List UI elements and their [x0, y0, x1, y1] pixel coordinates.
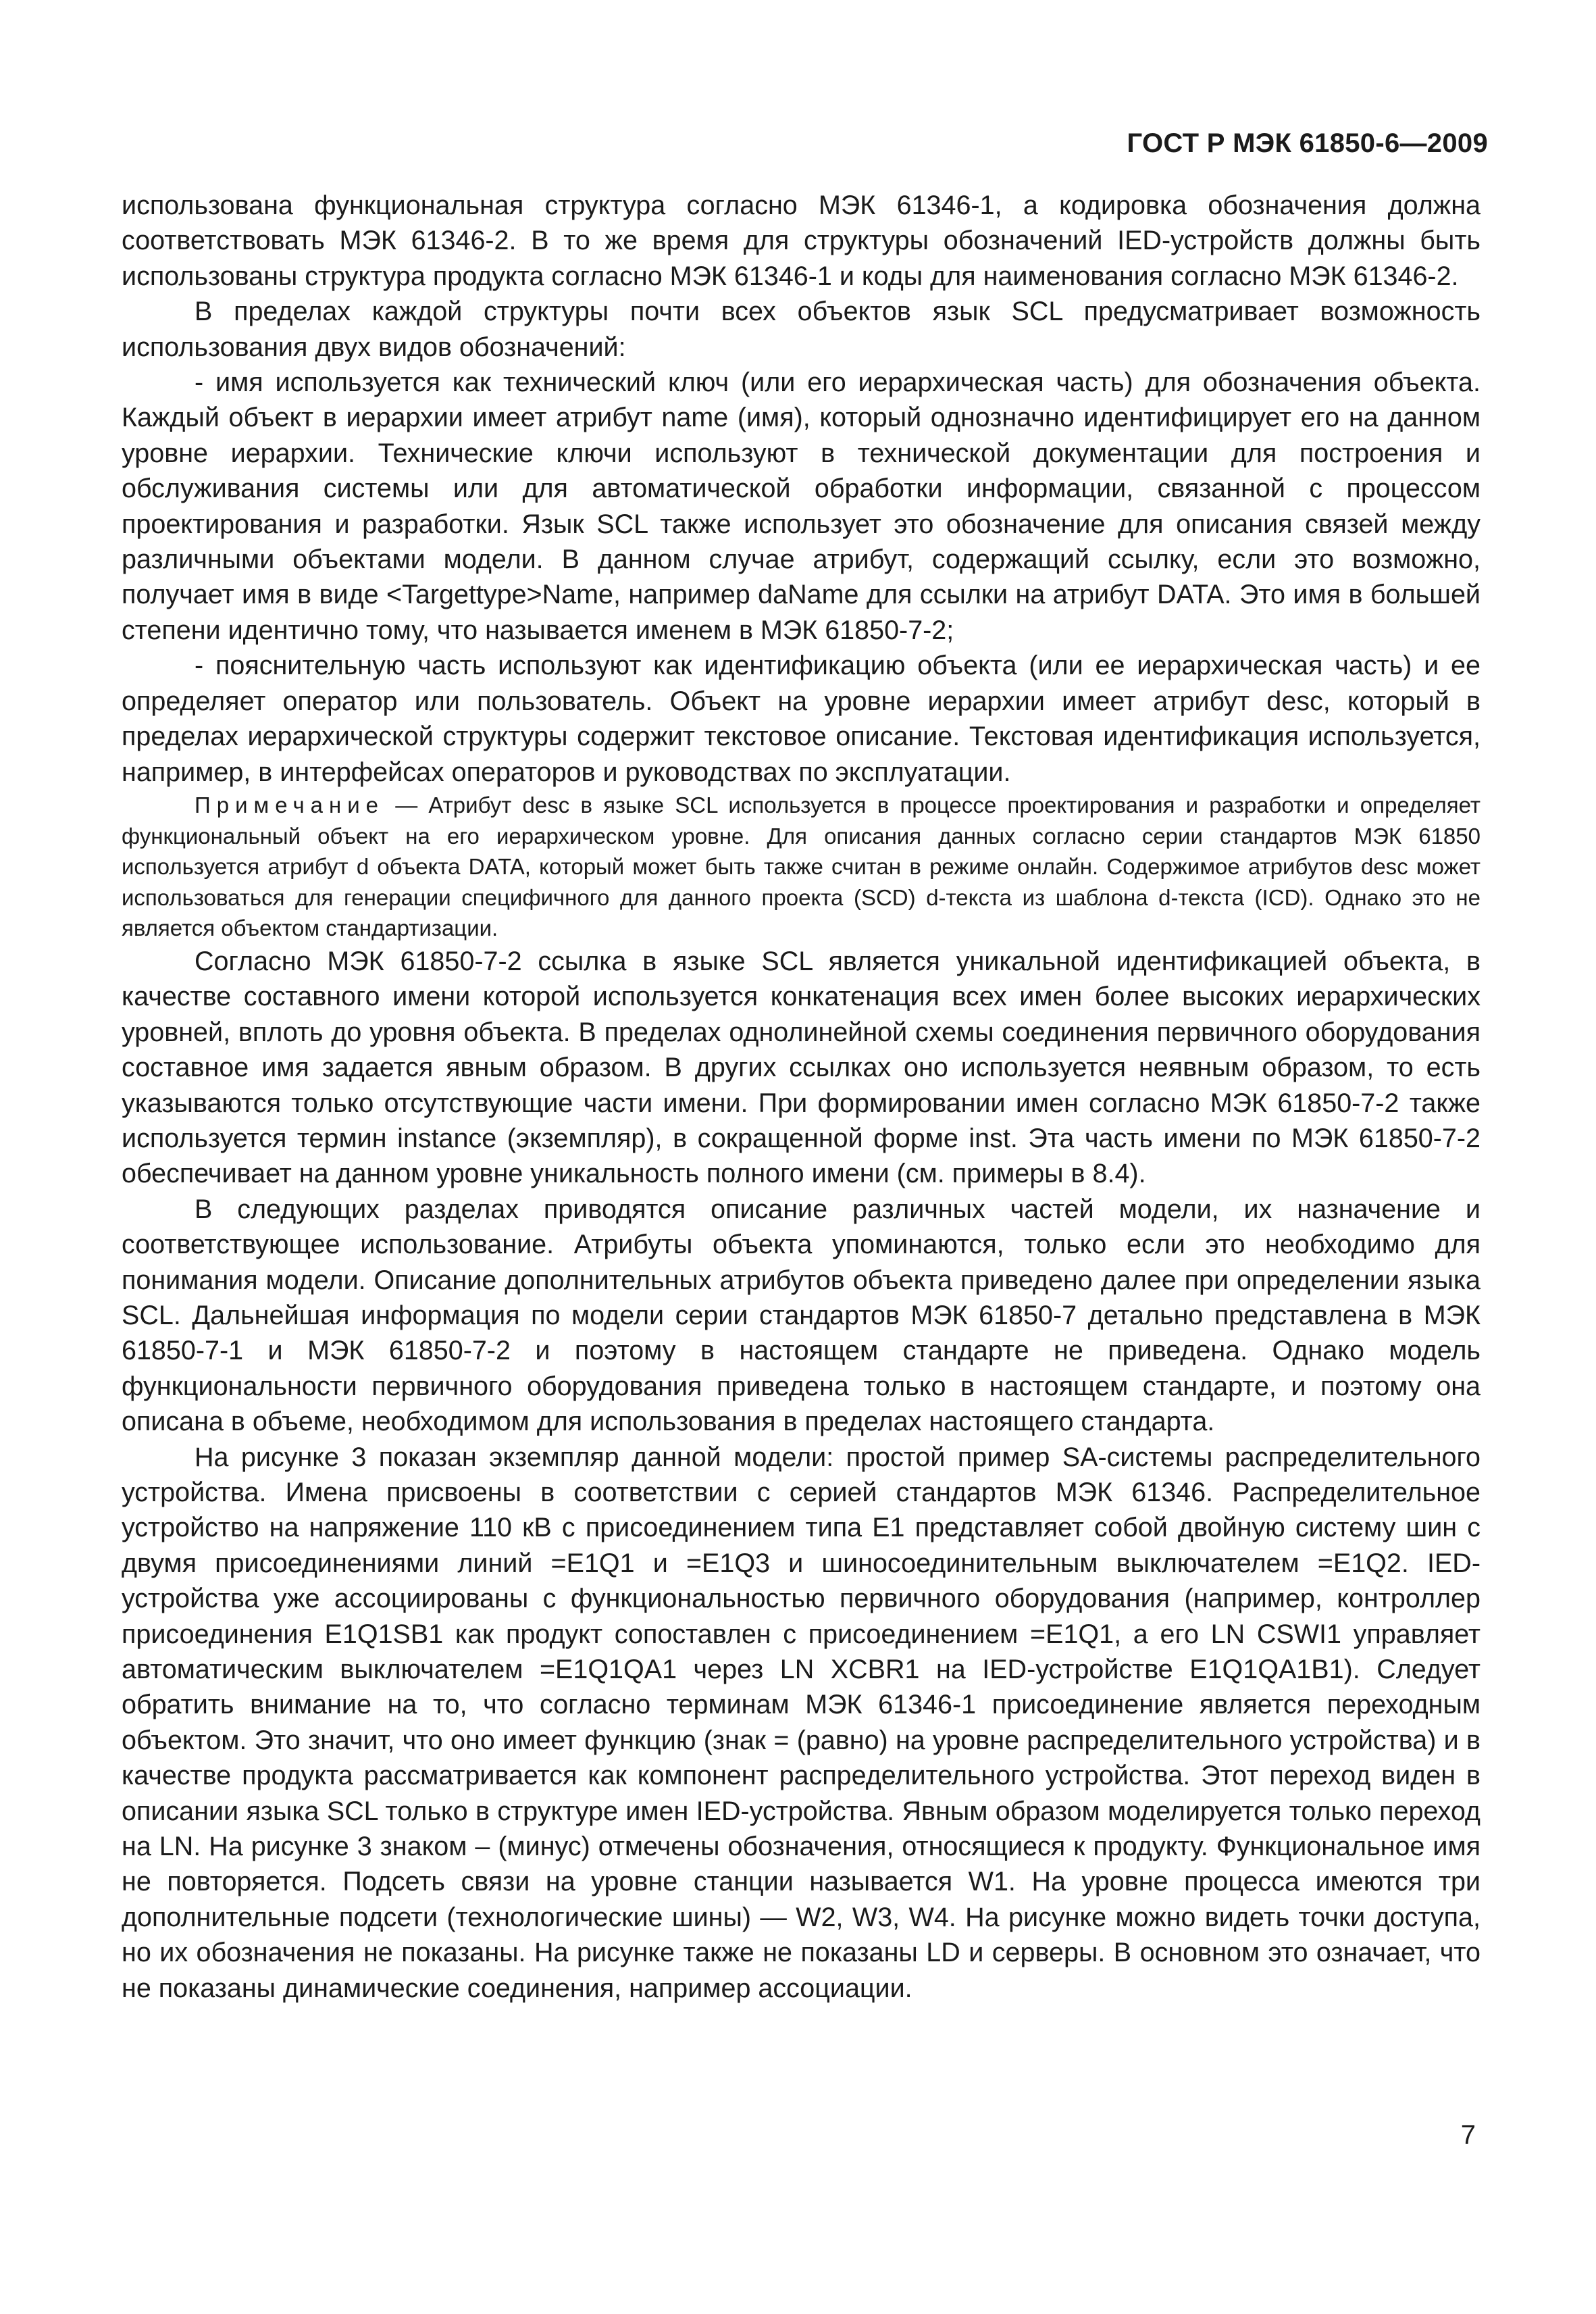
standard-header: ГОСТ Р МЭК 61850-6—2009: [1127, 128, 1488, 158]
document-body: [122, 188, 1481, 2006]
paragraph-1: использована функциональная структура согласно МЭК 61346-1, а кодировка обозначения должна соответствовать МЭК 61346-2. В то же время для структуры обозначений IED-устройств должны быть использованы структура продукта согласно МЭК 61346-1 и коды для наименования согласно МЭК 61346-2.: [122, 191, 1481, 291]
paragraph-3: Согласно МЭК 61850-7-2 ссылка в языке SCL является уникальной идентификацией объекта, в качестве составного имени которой используется конкатенация всех имен более высоких иерархических уровней, вплоть до уровня объекта. В пределах однолинейной схемы соединения первичного оборудования составное имя задается явным образом. В других ссылках оно используется неявным образом, то есть указываются только отсутствующие части имени. При формировании имен согласно МЭК 61850-7-2 также используется термин instance (экземпляр), в сокращенной форме inst. Эта часть имени по МЭК 61850-7-2 обеспечивает на данном уровне уникальность полного имени (см. примеры в 8.4).: [122, 946, 1481, 1189]
note-block: [122, 790, 1481, 944]
paragraph-5: На рисунке 3 показан экземпляр данной модели: простой пример SA-системы распределительного устройства. Имена присвоены в соответствии с серией стандартов МЭК 61346. Распределительное устройство на напряжение 110 кВ с присоединением типа Е1 представляет собой двойную систему шин с двумя присоединениями линий =E1Q1 и =E1Q3 и шиносоединительным выключателем =E1Q2. IED-устройства уже ассоциированы с функциональностью первичного оборудования (например, контроллер присоединения E1Q1SB1 как продукт сопоставлен с присоединением =E1Q1, а его LN CSWI1 управляет автоматическим выключателем =E1Q1QA1 через LN XCBR1 на IED-устройстве E1Q1QA1B1). Следует обратить внимание на то, что согласно терминам МЭК 61346-1 присоединение является переходным объектом. Это значит, что оно имеет функцию (знак = (равно) на уровне распределительного устройства) и в качестве продукта рассматривается как компонент распределительного устройства. Этот переход виден в описании языка SCL только в структуре имен IED-устройства. Явным образом моделируется только переход на LN. На рисунке 3 знаком – (минус) отмечены обозначения, относящиеся к продукту. Функциональное имя не повторяется. Подсеть связи на уровне станции называется W1. На уровне процесса имеются три дополнительные подсети (технологические шины) — W2, W3, W4. На рисунке можно видеть точки доступа, но их обозначения не показаны. На рисунке также не показаны LD и серверы. В основном это означает, что не показаны динамические соединения, например ассоциации.: [122, 1442, 1481, 2003]
paragraph-list-item-desc: - пояснительную часть используют как идентификацию объекта (или ее иерархическая часть) и ее определяет оператор или пользователь. Объект на уровне иерархии имеет атрибут desc, который в пределах иерархической структуры содержит текстовое описание. Текстовая идентификация используется, например, в интерфейсах операторов и руководствах по эксплуатации.: [122, 651, 1481, 787]
note-text: — Атрибут desc в языке SCL используется в процессе проектирования и разработки и определяет функциональный объект на его иерархическом уровне. Для описания данных согласно серии стандартов МЭК 61850 используется атрибут d объекта DATA, который может быть также считан в режиме онлайн. Содержимое атрибутов desc может использоваться для генерации специфичного для данного проекта (SCD) d-текста из шаблона d-текста (ICD). Однако это не является объектом стандартизации.: [122, 792, 1481, 941]
paragraph-2: В пределах каждой структуры почти всех объектов язык SCL предусматривает возможность использования двух видов обозначений:: [122, 297, 1481, 362]
paragraph-list-item-name: - имя используется как технический ключ (или его иерархическая часть) для обозначения объекта. Каждый объект в иерархии имеет атрибут name (имя), который однозначно идентифицирует его на данном уровне иерархии. Технические ключи используют в технической документации для построения и обслуживания системы или для автоматической обработки информации, связанной с процессом проектирования и разработки. Язык SCL также использует это обозначение для описания связей между различными объектами модели. В данном случае атрибут, содержащий ссылку, если это возможно, получает имя в виде <Targettype>Name, например daName для ссылки на атрибут DATA. Это имя в большей степени идентично тому, что называется именем в МЭК 61850-7-2;: [122, 368, 1481, 645]
note-label: Примечание: [195, 792, 385, 818]
paragraph-4: В следующих разделах приводятся описание различных частей модели, их назначение и соответствующее использование. Атрибуты объекта упоминаются, только если это необходимо для понимания модели. Описание дополнительных атрибутов объекта приведено далее при определении языка SCL. Дальнейшая информация по модели серии стандартов МЭК 61850-7 детально представлена в МЭК 61850-7-1 и МЭК 61850-7-2 и поэтому в настоящем стандарте не приведена. Однако модель функциональности первичного оборудования приведена только в настоящем стандарте, и поэтому она описана в объеме, необходимом для использования в пределах настоящего стандарта.: [122, 1194, 1481, 1437]
page-number: 7: [1460, 2120, 1476, 2150]
